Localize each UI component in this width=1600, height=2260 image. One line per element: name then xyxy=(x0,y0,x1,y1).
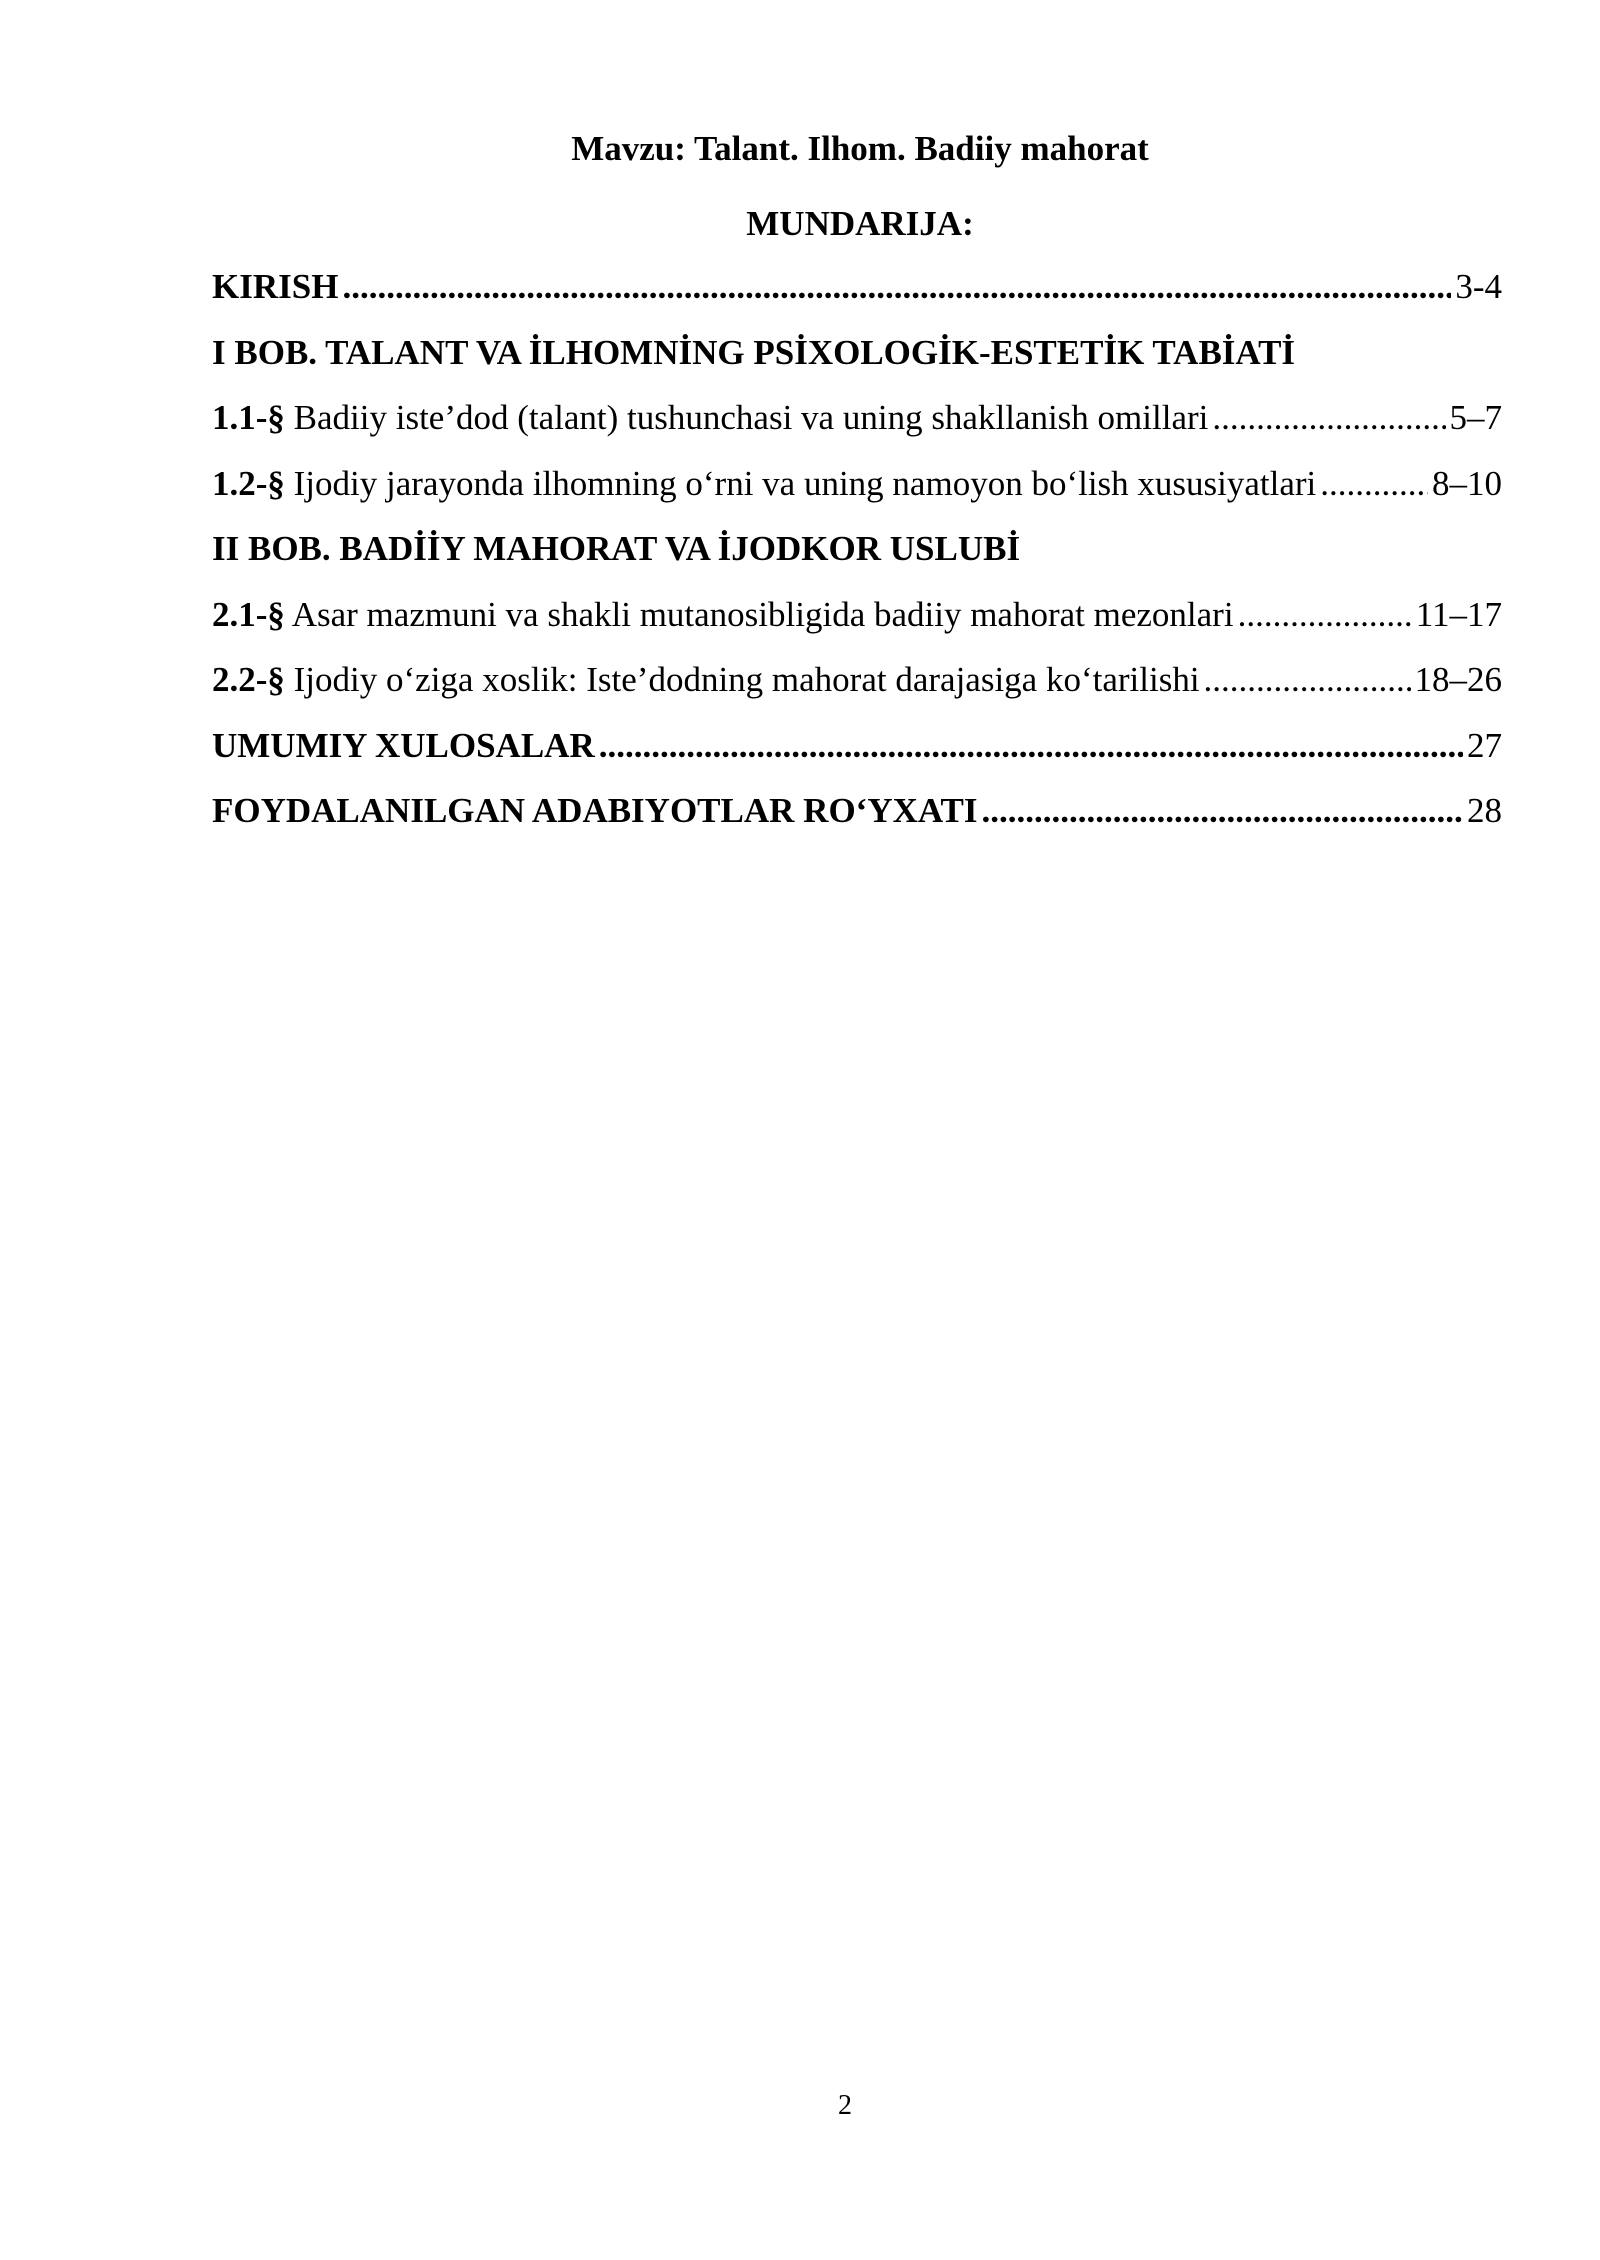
toc-heading: MUNDARIJA: xyxy=(746,204,974,243)
toc-entry-page: 11–17 xyxy=(1415,594,1502,634)
toc-entry-section-2-2 xyxy=(212,657,1502,723)
toc-entry-page: 5–7 xyxy=(1449,398,1502,437)
toc-entry-text: UMUMIY XULOSALAR xyxy=(212,725,595,765)
toc-leader-dots xyxy=(1204,657,1411,703)
toc-entry-text: I BOB. TALANT VA İLHOMNİNG PSİXOLOGİK-ESTETİK TABİATİ xyxy=(212,332,1296,372)
toc-entry-number: 1.1-§ xyxy=(212,398,285,437)
toc-entry-page: 18–26 xyxy=(1414,660,1502,699)
toc-entry-page: 27 xyxy=(1467,725,1502,765)
toc-entry-text: Ijodiy jarayonda ilhomning o‘rni va uning namoyon bo‘lish xususiyatlari xyxy=(284,463,1317,503)
toc-entry-section-1-2 xyxy=(212,461,1502,527)
toc-entry-number: 2.2-§ xyxy=(212,660,285,699)
toc-entry-kirish xyxy=(212,264,1502,330)
toc-entry-text: FOYDALANILGAN ADABIYOTLAR RO‘YXATI xyxy=(212,791,978,830)
toc-entry-page: 3-4 xyxy=(1455,267,1502,306)
toc-entry-page: 28 xyxy=(1467,791,1502,830)
toc-entry-conclusions xyxy=(212,723,1502,789)
page-number: 2 xyxy=(838,2090,852,2121)
toc-entry-number: 2.1-§ xyxy=(212,594,285,634)
toc-entry-chapter-1 xyxy=(212,330,1502,396)
toc-leader-dots xyxy=(1212,395,1445,441)
document-title: Mavzu: Talant. Ilhom. Badiiy mahorat xyxy=(571,129,1149,168)
toc-entry-text: Asar mazmuni va shakli mutanosibligida badiiy mahorat mezonlari xyxy=(284,594,1234,634)
toc-leader-dots xyxy=(1320,461,1428,507)
toc-entry-section-2-1 xyxy=(212,592,1502,658)
toc-entry-number: 1.2-§ xyxy=(212,463,285,503)
toc-leader-dots xyxy=(599,723,1463,769)
toc-entry-text: II BOB. BADİİY MAHORAT VA İJODKOR USLUBİ xyxy=(212,529,1021,568)
toc-entry-text: KIRISH xyxy=(212,267,339,306)
toc-entry-text: Badiiy iste’dod (talant) tushunchasi va uning shakllanish omillari xyxy=(284,398,1209,437)
toc-leader-dots xyxy=(342,264,1451,310)
table-of-contents xyxy=(212,264,1502,854)
toc-leader-dots xyxy=(982,788,1463,834)
toc-leader-dots xyxy=(1238,592,1412,638)
toc-entry-chapter-2 xyxy=(212,526,1502,592)
toc-entry-section-1-1 xyxy=(212,395,1502,461)
toc-entry-page: 8–10 xyxy=(1432,463,1502,503)
toc-entry-references xyxy=(212,788,1502,854)
toc-entry-text: Ijodiy o‘ziga xoslik: Iste’dodning mahorat darajasiga ko‘tarilishi xyxy=(284,660,1200,699)
